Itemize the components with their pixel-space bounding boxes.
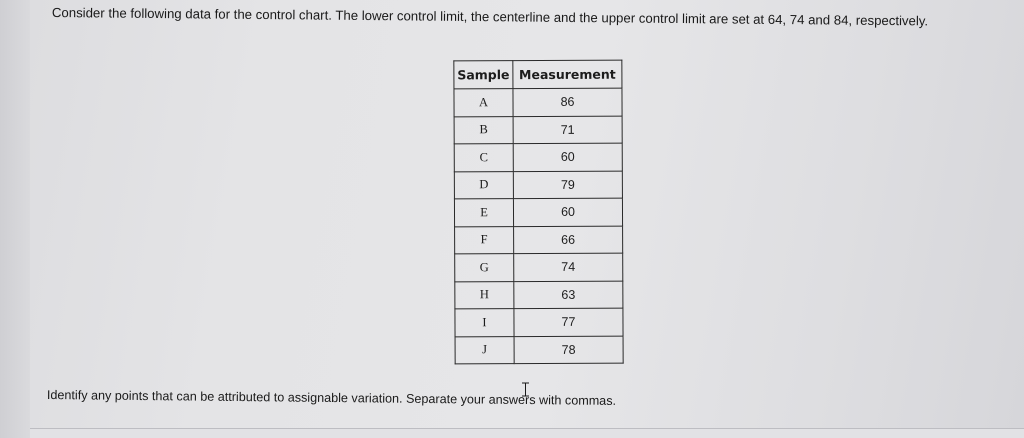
header-sample: Sample [454, 61, 513, 89]
text-cursor-icon [521, 382, 530, 397]
answer-field[interactable] [30, 429, 1024, 438]
measurement-cell: 71 [513, 116, 622, 144]
sample-cell: G [455, 254, 514, 282]
table-row [455, 281, 623, 309]
table-row [455, 308, 623, 336]
measurement-cell: 60 [513, 143, 622, 171]
sample-cell: C [454, 144, 513, 172]
header-measurement: Measurement [513, 60, 622, 88]
left-margin-strip [0, 0, 30, 438]
sample-cell: E [454, 199, 513, 227]
table-row [455, 226, 623, 254]
measurement-cell: 79 [513, 171, 622, 199]
measurement-cell: 78 [514, 336, 623, 364]
sample-cell: B [454, 116, 513, 144]
question-text: Consider the following data for the control chart. The lower control limit, the centerline and the upper control limit are set at 64, 74 and 84, respectively. [51, 5, 929, 29]
sample-cell: F [455, 226, 514, 254]
sample-cell: H [455, 281, 514, 309]
measurement-cell: 60 [513, 198, 622, 226]
table-row [455, 253, 623, 281]
table-header-row [454, 60, 622, 89]
measurement-cell: 86 [513, 88, 622, 116]
instruction-text: Identify any points that can be attributed to assignable variation. Separate your answers with commas. [46, 388, 617, 408]
table-row [454, 171, 622, 199]
sample-cell: I [455, 309, 514, 337]
sample-cell: D [454, 171, 513, 199]
data-table [453, 60, 623, 365]
measurement-cell: 77 [514, 308, 623, 336]
measurement-cell: 63 [514, 281, 623, 309]
table-row [454, 198, 622, 226]
table-row [454, 143, 622, 171]
table-row [454, 116, 622, 144]
sample-cell: A [454, 89, 513, 117]
measurement-cell: 66 [514, 226, 623, 254]
table-row [454, 88, 622, 116]
measurement-cell: 74 [514, 253, 623, 281]
table-row [455, 336, 623, 364]
sample-cell: J [455, 336, 514, 364]
